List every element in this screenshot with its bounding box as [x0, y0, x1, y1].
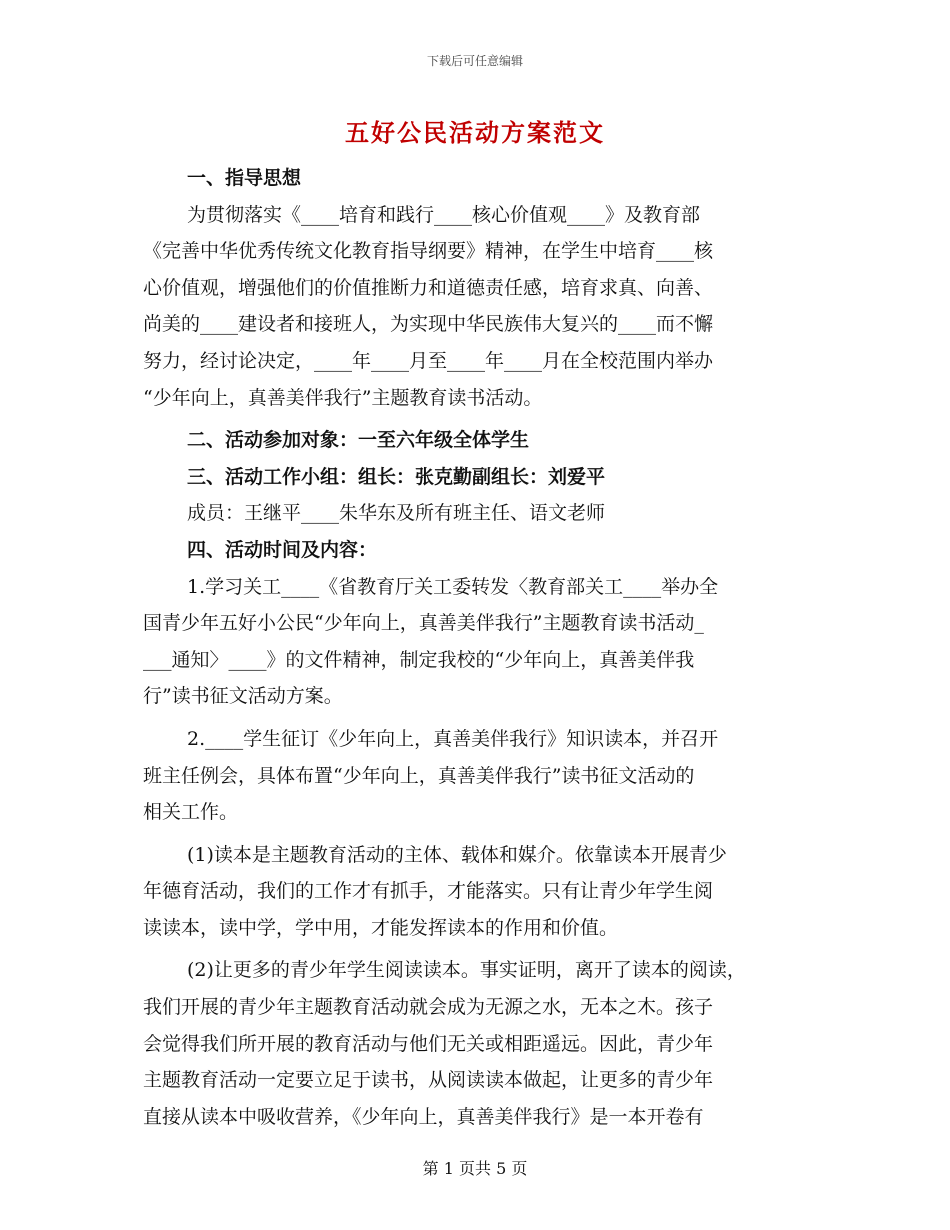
header-note: 下载后可任意编辑: [426, 54, 523, 68]
section-heading: 四、活动时间及内容：: [187, 538, 378, 561]
section-heading: 二、活动参加对象：一至六年级全体学生: [187, 429, 530, 452]
paragraph-line: 班主任例会，具体布置“少年向上，真善美伴我行”读书征文活动的: [143, 764, 695, 787]
paragraph-line: 国青少年五好小公民“少年向上，真善美伴我行”主题教育读书活动_: [143, 612, 704, 635]
paragraph-line: 努力，经讨论决定，____年____月至____年____月在全校范围内举办: [143, 349, 714, 372]
paragraph-line: “少年向上，真善美伴我行”主题教育读书活动。: [143, 386, 543, 409]
paragraph-line: 行”读书征文活动方案。: [143, 685, 343, 708]
paragraph-line: 1.学习关工____《省教育厅关工委转发〈教育部关工____举办全: [187, 575, 719, 598]
members-line: 成员：王继平____朱华东及所有班主任、语文老师: [187, 502, 606, 525]
document-title: 五好公民活动方案范文: [345, 118, 605, 147]
paragraph-line: 心价值观，增强他们的价值推断力和道德责任感，培育求真、向善、: [143, 276, 714, 299]
section-heading: 三、活动工作小组：组长：张克勤副组长：刘爱平: [187, 465, 606, 488]
paragraph-line: 年德育活动，我们的工作才有抓手，才能落实。只有让青少年学生阅: [143, 880, 714, 903]
paragraph-line: 尚美的____建设者和接班人，为实现中华民族伟大复兴的____而不懈: [143, 313, 714, 336]
paragraph-line: 读读本，读中学，学中用，才能发挥读本的作用和价值。: [143, 916, 619, 939]
paragraph-line: (2)让更多的青少年学生阅读读本。事实证明，离开了读本的阅读，: [187, 959, 746, 982]
paragraph-line: 直接从读本中吸收营养，《少年向上，真善美伴我行》是一本开卷有: [143, 1105, 704, 1128]
page-footer: 第 1 页共 5 页: [422, 1159, 528, 1178]
paragraph-line: 《完善中华优秀传统文化教育指导纲要》精神，在学生中培育____核: [143, 240, 714, 263]
paragraph-line: ___通知〉____》的文件精神，制定我校的“少年向上，真善美伴我: [143, 648, 695, 671]
section-heading: 一、指导思想: [187, 167, 302, 189]
paragraph-line: 为贯彻落实《____培育和践行____核心价值观____》及教育部: [187, 203, 701, 226]
paragraph-line: 主题教育活动一定要立足于读书，从阅读读本做起，让更多的青少年: [143, 1069, 714, 1092]
paragraph-line: 相关工作。: [143, 801, 239, 824]
paragraph-line: 2.____学生征订《少年向上，真善美伴我行》知识读本，并召开: [187, 727, 719, 750]
document-body: [143, 160, 803, 1135]
paragraph-line: (1)读本是主题教育活动的主体、载体和媒介。依靠读本开展青少: [187, 843, 727, 866]
paragraph-line: 会觉得我们所开展的教育活动与他们无关或相距遥远。因此，青少年: [143, 1032, 714, 1055]
paragraph-line: 我们开展的青少年主题教育活动就会成为无源之水，无本之木。孩子: [143, 996, 714, 1019]
